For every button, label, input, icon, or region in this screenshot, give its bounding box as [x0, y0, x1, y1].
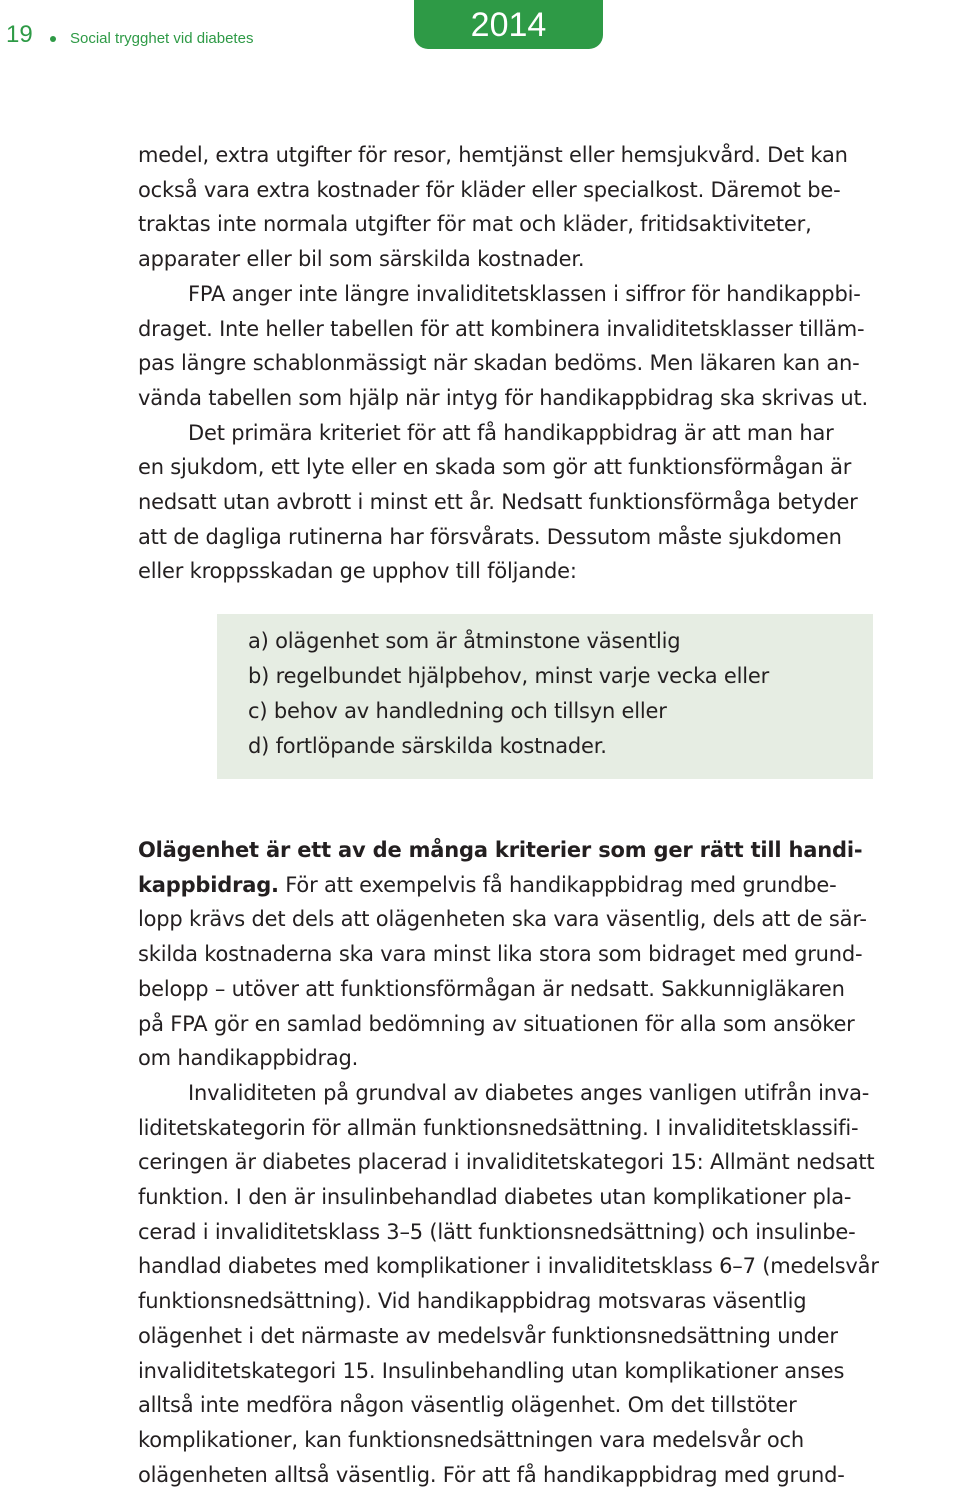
text-line: draget. Inte heller tabellen för att kombinera invaliditetsklasser tilläm-	[138, 316, 865, 341]
text-line: att de dagliga rutinerna har försvårats. Dessutom måste sjukdomen	[138, 524, 842, 549]
year-tab: 2014	[414, 0, 603, 49]
text-line: handlad diabetes med komplikationer i invaliditetsklass 6–7 (medelsvår	[138, 1254, 879, 1279]
page-number: 19	[6, 21, 33, 48]
running-title: Social trygghet vid diabetes	[70, 30, 254, 47]
text-line: skilda kostnaderna ska vara minst lika stora som bidraget med grund-	[138, 942, 863, 967]
list-item: a) olägenhet som är åtminstone väsentlig	[248, 629, 681, 653]
text-line: pas längre schablonmässigt när skadan bedöms. Men läkaren kan an-	[138, 351, 860, 376]
text-run: För att exempelvis få handikappbidrag med grundbe-	[278, 872, 837, 897]
list-item: d) fortlöpande särskilda kostnader.	[248, 734, 607, 758]
text-line: cerad i invaliditetsklass 3–5 (lätt funktionsnedsättning) och insulinbe-	[138, 1219, 856, 1244]
text-block-2	[138, 833, 958, 1492]
bullet-dot-icon	[50, 36, 56, 42]
page-header	[0, 0, 960, 70]
text-line: belopp – utöver att funktionsförmågan är nedsatt. Sakkunnigläkaren	[138, 976, 845, 1001]
text-line: på FPA gör en samlad bedömning av situationen för alla som ansöker	[138, 1011, 855, 1036]
criteria-list	[248, 624, 769, 764]
text-line: om handikappbidrag.	[138, 1046, 359, 1071]
text-line: Det primära kriteriet för att få handikappbidrag är att man har	[188, 420, 834, 445]
text-block-1	[138, 138, 958, 589]
list-item: c) behov av handledning och tillsyn eller	[248, 699, 667, 723]
text-line: olägenheten alltså väsentlig. För att få handikappbidrag med grund-	[138, 1462, 845, 1487]
text-line: vända tabellen som hjälp när intyg för handikappbidrag ska skrivas ut.	[138, 385, 868, 410]
text-line: liditetskategorin för allmän funktionsnedsättning. I invaliditetsklassifi-	[138, 1115, 859, 1140]
text-line	[138, 868, 958, 903]
text-line: FPA anger inte längre invaliditetsklassen i siffror för handikappbi-	[188, 281, 861, 306]
text-line: eller kroppsskadan ge upphov till följande:	[138, 559, 577, 584]
text-line: traktas inte normala utgifter för mat och kläder, fritidsaktiviteter,	[138, 212, 812, 237]
text-line: komplikationer, kan funktionsnedsättningen vara medelsvår och	[138, 1427, 805, 1452]
section-lead-in: Olägenhet är ett av de många kriterier som ger rätt till handi-	[138, 838, 863, 862]
text-line: en sjukdom, ett lyte eller en skada som gör att funktionsförmågan är	[138, 455, 852, 480]
text-line: apparater eller bil som särskilda kostnader.	[138, 247, 585, 272]
text-line: nedsatt utan avbrott i minst ett år. Nedsatt funktionsförmåga betyder	[138, 490, 858, 515]
text-line: medel, extra utgifter för resor, hemtjänst eller hemsjukvård. Det kan	[138, 143, 848, 167]
text-line: funktion. I den är insulinbehandlad diabetes utan komplikationer pla-	[138, 1185, 852, 1210]
text-line: funktionsnedsättning). Vid handikappbidrag motsvaras väsentlig	[138, 1289, 807, 1314]
text-line: lopp krävs det dels att olägenheten ska vara väsentlig, dels att de sär-	[138, 907, 867, 932]
text-line: Invaliditeten på grundval av diabetes anges vanligen utifrån inva-	[188, 1080, 870, 1105]
text-line: ceringen är diabetes placerad i invaliditetskategori 15: Allmänt nedsatt	[138, 1150, 875, 1175]
text-line: olägenhet i det närmaste av medelsvår funktionsnedsättning under	[138, 1323, 838, 1348]
list-item: b) regelbundet hjälpbehov, minst varje vecka eller	[248, 664, 770, 688]
text-line: också vara extra kostnader för kläder eller specialkost. Däremot be-	[138, 177, 841, 202]
text-line: alltså inte medföra någon väsentlig olägenhet. Om det tillstöter	[138, 1393, 797, 1418]
text-line: invaliditetskategori 15. Insulinbehandling utan komplikationer anses	[138, 1358, 845, 1383]
section-lead-in-end: kappbidrag.	[138, 872, 279, 897]
